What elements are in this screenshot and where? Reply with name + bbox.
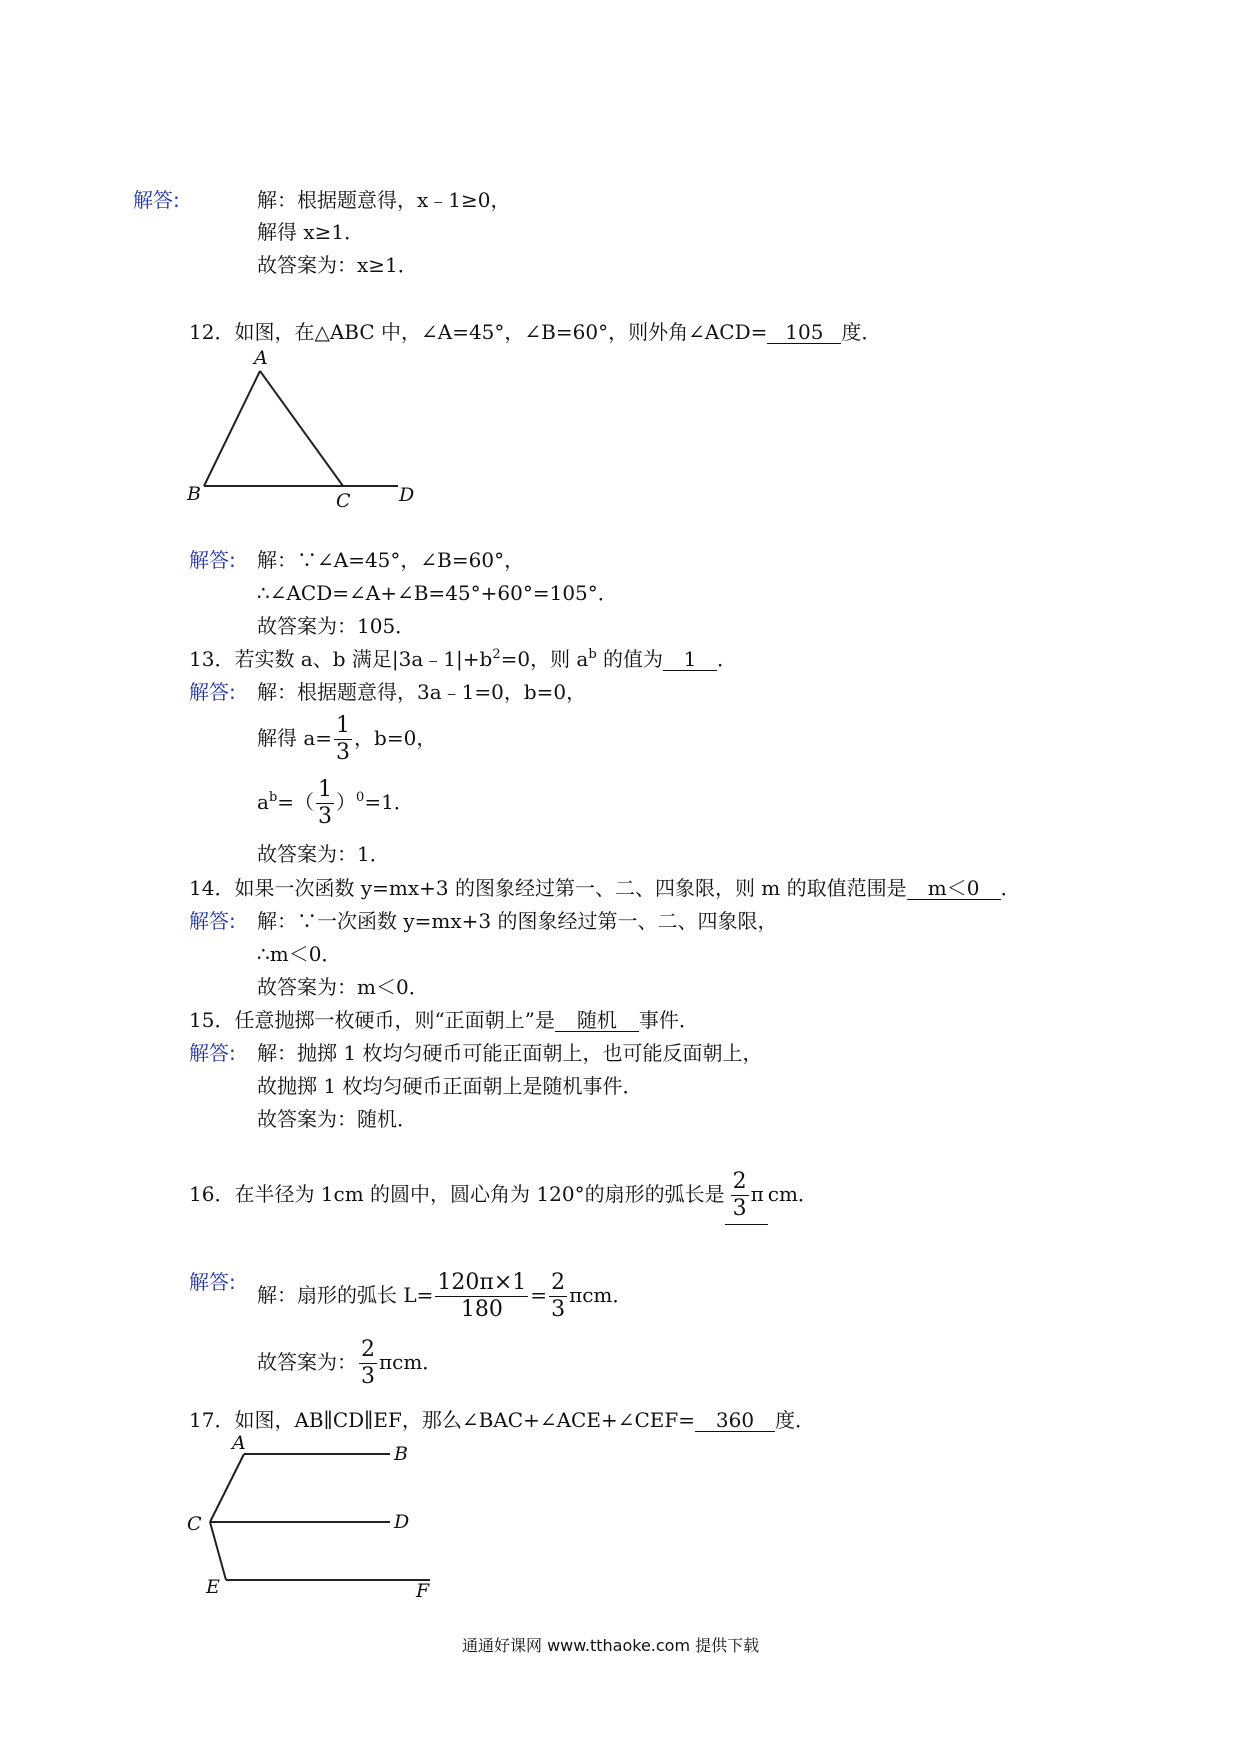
question-12 <box>189 320 881 344</box>
solution-line <box>257 710 436 766</box>
point-label-d: D <box>394 1511 410 1533</box>
text: ，b=0， <box>354 726 437 750</box>
answer-blank: 1 <box>663 648 717 671</box>
point-label-f: F <box>416 1580 430 1600</box>
answer-label: 解答: <box>189 680 236 704</box>
text: 解得 a= <box>257 726 333 750</box>
answer-blank: 随机 <box>555 1009 639 1032</box>
answer-label: 解答: <box>133 188 180 212</box>
question-14 <box>189 876 1021 900</box>
numerator: 2 <box>732 1169 747 1194</box>
numerator: 2 <box>551 1270 566 1295</box>
solution-line: ∴m＜0． <box>257 942 342 966</box>
pi-symbol: π <box>750 1182 764 1206</box>
question-15 <box>189 1008 699 1032</box>
solution-line: 解：∵∠A=45°，∠B=60°， <box>257 548 525 572</box>
answer-blank: 105 <box>767 321 841 344</box>
numerator: 1 <box>336 713 351 738</box>
question-tail: 事件． <box>638 1008 699 1032</box>
question-tail: ． <box>717 647 738 671</box>
solution-line: 故答案为：105． <box>257 614 416 638</box>
text: πcm． <box>569 1283 633 1307</box>
point-label-b: B <box>394 1443 408 1465</box>
question-stem: 17．如图，AB∥CD∥EF，那么∠BAC+∠ACE+∠CEF= <box>189 1408 695 1432</box>
fraction <box>334 713 352 766</box>
point-label-e: E <box>206 1576 220 1598</box>
parallel-lines-figure <box>180 1430 440 1600</box>
solution-line <box>257 774 414 830</box>
answer-label: 解答: <box>189 548 236 572</box>
vertex-label-d: D <box>399 484 415 506</box>
text: a <box>257 790 269 814</box>
fraction <box>316 777 334 830</box>
solution-line: 解：∵一次函数 y=mx+3 的图象经过第一、二、四象限， <box>257 909 778 933</box>
text: 故答案为： <box>257 1350 357 1374</box>
triangle-figure <box>180 345 420 515</box>
denominator: 3 <box>318 804 333 829</box>
text: 解：扇形的弧长 L= <box>257 1283 434 1307</box>
numerator: 120π×1 <box>437 1270 527 1295</box>
denominator: 180 <box>460 1297 503 1322</box>
question-stem: =0，则 a <box>500 647 589 671</box>
question-stem: 14．如果一次函数 y=mx+3 的图象经过第一、二、四象限，则 m 的取值范围是 <box>189 876 907 900</box>
exponent: b <box>588 647 597 662</box>
solution-line <box>257 1265 632 1325</box>
exponent: 0 <box>356 790 365 805</box>
point-label-a: A <box>232 1432 246 1454</box>
solution-line: 故答案为：1． <box>257 842 390 866</box>
question-stem: 的值为 <box>596 647 664 671</box>
question-stem: 13．若实数 a、b 满足|3a﹣1|+b <box>189 647 493 671</box>
solution-line: 故答案为：随机． <box>257 1107 417 1131</box>
text: πcm． <box>379 1350 443 1374</box>
vertex-label-b: B <box>187 483 201 505</box>
answer-blank <box>725 1164 768 1225</box>
solution-line <box>257 1332 442 1392</box>
answer-blank: m＜0 <box>907 877 1001 900</box>
numerator: 1 <box>318 777 333 802</box>
question-tail: cm． <box>767 1182 818 1206</box>
exponent: b <box>268 790 278 805</box>
question-stem: 12．如图，在△ABC 中，∠A=45°，∠B=60°，则外角∠ACD= <box>189 320 768 344</box>
question-stem: 16．在半径为 1cm 的圆中，圆心角为 120°的扇形的弧长是 <box>189 1182 725 1206</box>
answer-label: 解答: <box>189 909 236 933</box>
denominator: 3 <box>336 740 351 765</box>
answer-label: 解答: <box>189 1041 236 1065</box>
fraction <box>549 1270 567 1323</box>
solution-line: 解：根据题意得，x﹣1≥0， <box>257 188 511 212</box>
fraction <box>731 1169 749 1222</box>
text: =（ <box>277 790 315 814</box>
vertex-label-a: A <box>254 347 268 369</box>
solution-line: ∴∠ACD=∠A+∠B=45°+60°=105°． <box>257 581 618 605</box>
page-footer: 通通好课网 www.tthaoke.com 提供下载 <box>462 1636 760 1655</box>
question-13 <box>189 647 737 671</box>
denominator: 3 <box>551 1297 566 1322</box>
answer-label: 解答: <box>189 1270 236 1294</box>
question-stem: 15．任意抛掷一枚硬币，则“正面朝上”是 <box>189 1008 555 1032</box>
question-16 <box>189 1164 818 1225</box>
denominator: 3 <box>732 1196 747 1221</box>
question-tail: ． <box>1000 876 1021 900</box>
solution-line: 解：根据题意得，3a﹣1=0，b=0， <box>257 680 587 704</box>
solution-line: 解得 x≥1． <box>257 220 365 244</box>
question-tail: 度． <box>775 1408 815 1432</box>
vertex-label-c: C <box>336 490 351 512</box>
solution-line: 故抛掷 1 枚均匀硬币正面朝上是随机事件． <box>257 1074 643 1098</box>
solution-line: 故答案为：m＜0． <box>257 975 429 999</box>
fraction <box>435 1270 528 1323</box>
solution-line: 解：抛掷 1 枚均匀硬币可能正面朝上，也可能反面朝上， <box>257 1041 763 1065</box>
fraction <box>359 1337 377 1390</box>
solution-line: 故答案为：x≥1． <box>257 253 418 277</box>
text: ） <box>336 790 357 814</box>
denominator: 3 <box>361 1364 375 1389</box>
question-tail: 度． <box>841 320 882 344</box>
point-label-c: C <box>187 1513 202 1535</box>
answer-blank: 360 <box>695 1409 775 1432</box>
question-17 <box>189 1408 815 1432</box>
text: = <box>530 1283 548 1307</box>
text: =1． <box>364 790 414 814</box>
numerator: 2 <box>361 1337 375 1362</box>
exponent: 2 <box>492 647 501 662</box>
